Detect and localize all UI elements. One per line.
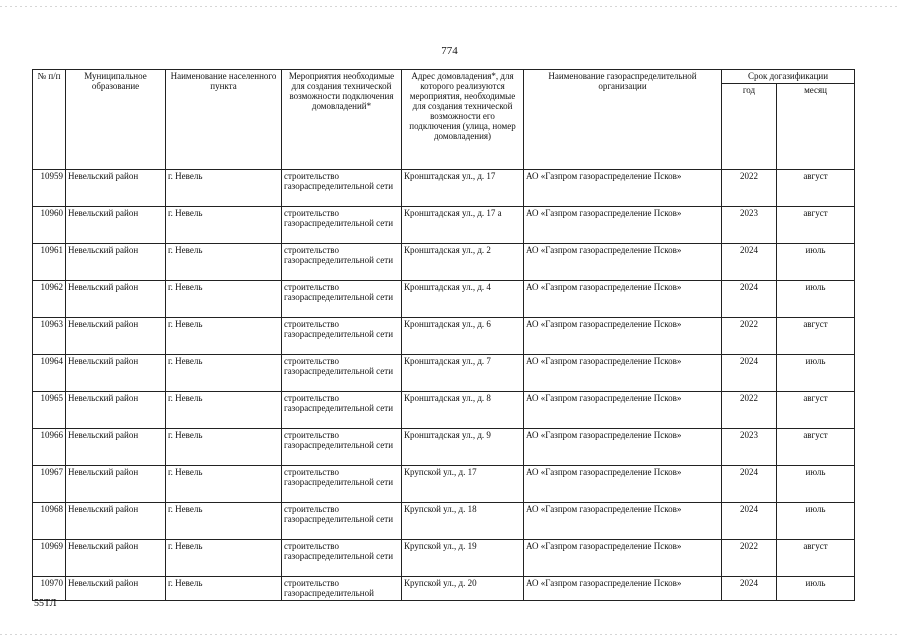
cell-month: август	[777, 170, 855, 207]
cell-gas-org: АО «Газпром газораспределение Псков»	[524, 392, 722, 429]
cell-settlement: г. Невель	[166, 392, 282, 429]
cell-num: 10967	[33, 466, 66, 503]
cell-gas-org: АО «Газпром газораспределение Псков»	[524, 466, 722, 503]
table-row	[33, 392, 855, 429]
cell-municipality: Невельский район	[66, 540, 166, 577]
cell-address: Кронштадская ул., д. 9	[402, 429, 524, 466]
cell-year: 2022	[722, 318, 777, 355]
cell-address: Кронштадская ул., д. 4	[402, 281, 524, 318]
cell-gas-org: АО «Газпром газораспределение Псков»	[524, 429, 722, 466]
cell-municipality: Невельский район	[66, 207, 166, 244]
header-measures: Мероприятия необходимые для создания технической возможности подключения домовладений*	[282, 70, 402, 170]
cell-num: 10960	[33, 207, 66, 244]
cell-measure: строительство газораспределительной	[282, 577, 402, 601]
cell-municipality: Невельский район	[66, 281, 166, 318]
cell-year: 2022	[722, 392, 777, 429]
table-row	[33, 429, 855, 466]
cell-num: 10959	[33, 170, 66, 207]
cell-measure: строительство газораспределительной сети	[282, 244, 402, 281]
cell-year: 2024	[722, 503, 777, 540]
cell-settlement: г. Невель	[166, 503, 282, 540]
cell-municipality: Невельский район	[66, 392, 166, 429]
cell-month: июль	[777, 503, 855, 540]
header-year: год	[722, 84, 777, 170]
cell-measure: строительство газораспределительной сети	[282, 281, 402, 318]
cell-settlement: г. Невель	[166, 170, 282, 207]
cell-municipality: Невельский район	[66, 244, 166, 281]
footer-code: 55ТЛ	[34, 598, 57, 609]
cell-measure: строительство газораспределительной сети	[282, 503, 402, 540]
cell-municipality: Невельский район	[66, 355, 166, 392]
cell-municipality: Невельский район	[66, 170, 166, 207]
cell-settlement: г. Невель	[166, 429, 282, 466]
cell-num: 10966	[33, 429, 66, 466]
cell-measure: строительство газораспределительной сети	[282, 170, 402, 207]
cell-gas-org: АО «Газпром газораспределение Псков»	[524, 503, 722, 540]
cell-gas-org: АО «Газпром газораспределение Псков»	[524, 355, 722, 392]
cell-address: Кронштадская ул., д. 17 а	[402, 207, 524, 244]
cell-month: июль	[777, 244, 855, 281]
cell-address: Кронштадская ул., д. 17	[402, 170, 524, 207]
cell-gas-org: АО «Газпром газораспределение Псков»	[524, 577, 722, 601]
cell-gas-org: АО «Газпром газораспределение Псков»	[524, 244, 722, 281]
header-gas-org: Наименование газораспределительной организации	[524, 70, 722, 170]
header-term: Срок догазификации	[722, 70, 855, 84]
page-number: 774	[441, 45, 458, 57]
scan-noise-top	[0, 6, 899, 7]
cell-municipality: Невельский район	[66, 318, 166, 355]
table-row	[33, 244, 855, 281]
cell-measure: строительство газораспределительной сети	[282, 207, 402, 244]
scan-noise-bottom	[0, 634, 899, 635]
cell-month: август	[777, 392, 855, 429]
cell-gas-org: АО «Газпром газораспределение Псков»	[524, 207, 722, 244]
table-body	[33, 170, 855, 601]
cell-year: 2024	[722, 281, 777, 318]
cell-year: 2022	[722, 170, 777, 207]
cell-gas-org: АО «Газпром газораспределение Псков»	[524, 318, 722, 355]
cell-month: июль	[777, 355, 855, 392]
table-row	[33, 466, 855, 503]
cell-settlement: г. Невель	[166, 281, 282, 318]
cell-num: 10970	[33, 577, 66, 601]
cell-municipality: Невельский район	[66, 429, 166, 466]
cell-month: июль	[777, 577, 855, 601]
header-settlement: Наименование населенного пункта	[166, 70, 282, 170]
cell-address: Кронштадская ул., д. 7	[402, 355, 524, 392]
header-num: № п/п	[33, 70, 66, 170]
cell-address: Крупской ул., д. 17	[402, 466, 524, 503]
cell-year: 2023	[722, 207, 777, 244]
cell-address: Кронштадская ул., д. 6	[402, 318, 524, 355]
cell-settlement: г. Невель	[166, 466, 282, 503]
cell-address: Крупской ул., д. 19	[402, 540, 524, 577]
table-row	[33, 540, 855, 577]
cell-address: Кронштадская ул., д. 2	[402, 244, 524, 281]
cell-measure: строительство газораспределительной сети	[282, 318, 402, 355]
cell-num: 10961	[33, 244, 66, 281]
cell-settlement: г. Невель	[166, 355, 282, 392]
cell-month: август	[777, 207, 855, 244]
cell-municipality: Невельский район	[66, 577, 166, 601]
table-row	[33, 207, 855, 244]
table-row	[33, 503, 855, 540]
cell-settlement: г. Невель	[166, 540, 282, 577]
cell-month: август	[777, 540, 855, 577]
cell-month: август	[777, 318, 855, 355]
table-header	[33, 70, 855, 170]
cell-num: 10968	[33, 503, 66, 540]
cell-month: июль	[777, 466, 855, 503]
cell-measure: строительство газораспределительной сети	[282, 429, 402, 466]
cell-month: июль	[777, 281, 855, 318]
cell-gas-org: АО «Газпром газораспределение Псков»	[524, 540, 722, 577]
cell-year: 2024	[722, 577, 777, 601]
cell-num: 10965	[33, 392, 66, 429]
cell-municipality: Невельский район	[66, 466, 166, 503]
header-municipality: Муниципальное образование	[66, 70, 166, 170]
cell-year: 2024	[722, 355, 777, 392]
cell-address: Крупской ул., д. 20	[402, 577, 524, 601]
cell-month: август	[777, 429, 855, 466]
cell-gas-org: АО «Газпром газораспределение Псков»	[524, 281, 722, 318]
cell-settlement: г. Невель	[166, 207, 282, 244]
table-row	[33, 355, 855, 392]
cell-measure: строительство газораспределительной сети	[282, 466, 402, 503]
table-row	[33, 281, 855, 318]
table-row	[33, 318, 855, 355]
header-address: Адрес домовладения*, для которого реализуются мероприятия, необходимые для создания технической возможности его подключения (улица, номер домовладения)	[402, 70, 524, 170]
cell-num: 10962	[33, 281, 66, 318]
cell-settlement: г. Невель	[166, 244, 282, 281]
cell-num: 10964	[33, 355, 66, 392]
cell-year: 2023	[722, 429, 777, 466]
table-row	[33, 577, 855, 601]
cell-year: 2024	[722, 244, 777, 281]
cell-measure: строительство газораспределительной сети	[282, 392, 402, 429]
header-month: месяц	[777, 84, 855, 170]
cell-year: 2024	[722, 466, 777, 503]
cell-measure: строительство газораспределительной сети	[282, 540, 402, 577]
cell-address: Кронштадская ул., д. 8	[402, 392, 524, 429]
cell-settlement: г. Невель	[166, 318, 282, 355]
cell-num: 10963	[33, 318, 66, 355]
cell-settlement: г. Невель	[166, 577, 282, 601]
cell-year: 2022	[722, 540, 777, 577]
cell-gas-org: АО «Газпром газораспределение Псков»	[524, 170, 722, 207]
cell-measure: строительство газораспределительной сети	[282, 355, 402, 392]
cell-address: Крупской ул., д. 18	[402, 503, 524, 540]
cell-municipality: Невельский район	[66, 503, 166, 540]
cell-num: 10969	[33, 540, 66, 577]
gasification-table	[32, 69, 855, 601]
table-row	[33, 170, 855, 207]
